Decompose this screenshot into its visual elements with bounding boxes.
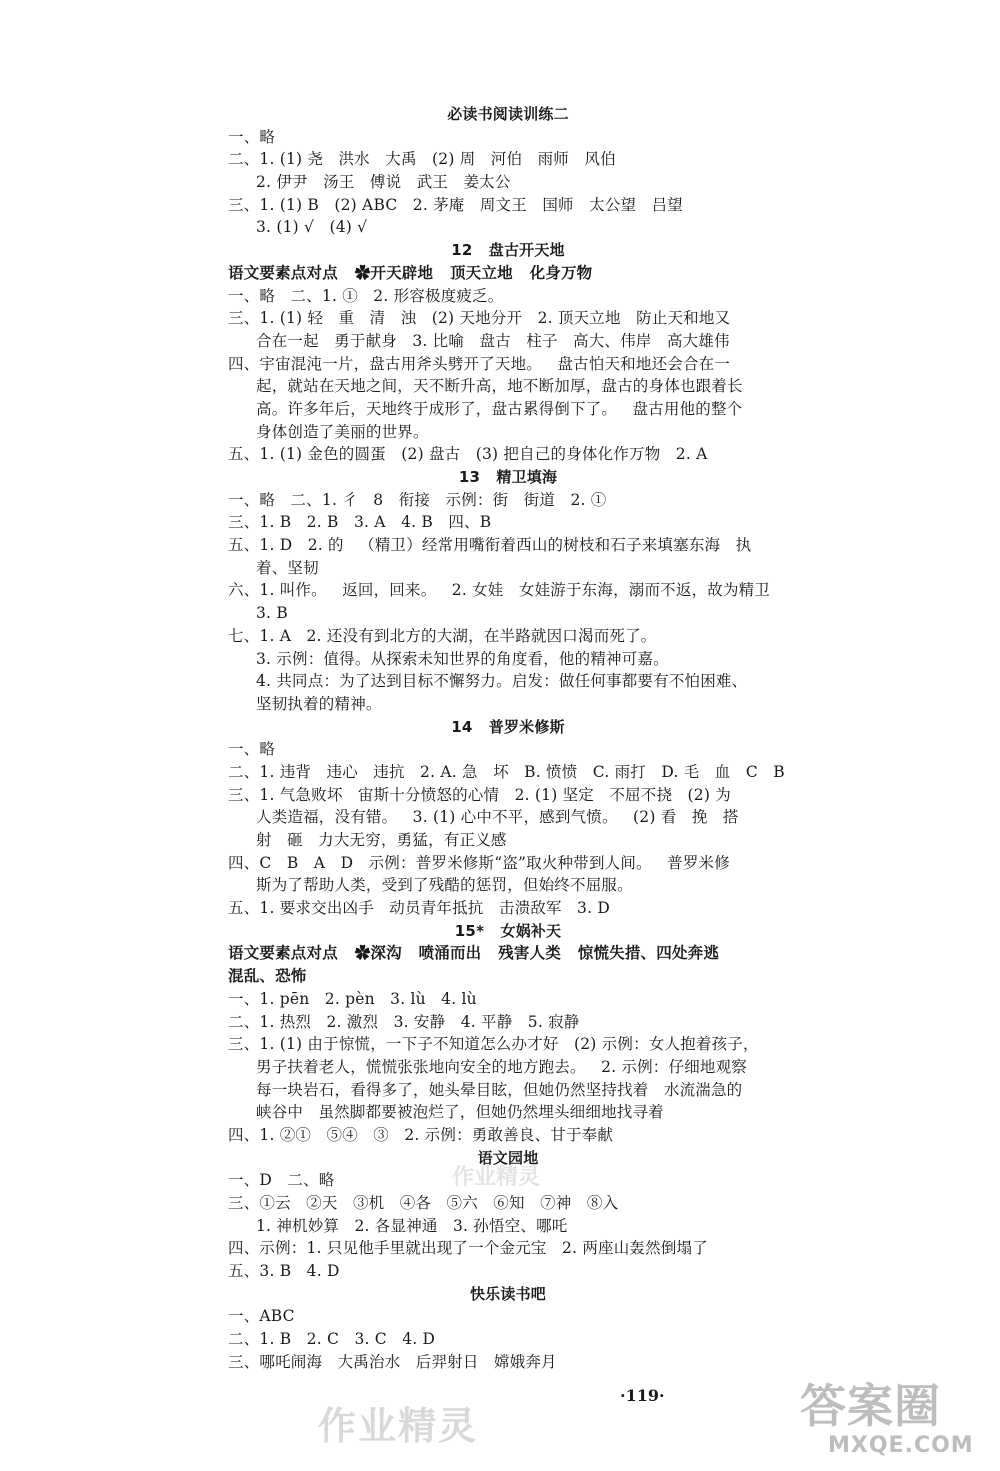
answer-line: 一、D 二、略	[228, 1171, 335, 1190]
page-number: ·119·	[620, 1386, 665, 1405]
answer-line: 每一块岩石，看得多了，她头晕目眩，但她仍然坚持找着 水流湍急的	[256, 1080, 743, 1099]
answer-line: 四、宇宙混沌一片，盘古用斧头劈开了天地。 盘古怕天和地还会合在一	[228, 354, 731, 373]
answer-line: 着、坚韧	[256, 558, 319, 577]
answer-line: 四、1. ②① ⑤④ ③ 2. 示例：勇敢善良、甘于奉献	[228, 1125, 614, 1144]
section-heading: 14 普罗米修斯	[451, 717, 565, 736]
answer-line: 人类造福，没有错。 3. (1) 心中不平，感到气愤。 (2) 看 挽 搭	[256, 808, 739, 827]
answer-line: 峡谷中 虽然脚都要被泡烂了，但她仍然埋头细细地找寻着	[256, 1103, 664, 1122]
answer-line: 3. B	[256, 604, 288, 623]
section-heading: 语文园地	[477, 1148, 539, 1167]
answer-line: 七、1. A 2. 还没有到北方的大湖，在半路就因口渴而死了。	[228, 626, 657, 645]
answer-line: 三、哪吒闹海 大禹治水 后羿射日 嫦娥奔月	[228, 1352, 557, 1371]
answer-line: 起，就站在天地之间，天不断升高，地不断加厚，盘古的身体也跟着长	[256, 377, 743, 396]
answer-line: 高。许多年后，天地终于成形了，盘古累得倒下了。 盘古用他的整个	[256, 399, 743, 418]
answer-line: 三、1. (1) B (2) ABC 2. 茅庵 周文王 国师 太公望 吕望	[228, 195, 684, 214]
answer-line: 四、C B A D 示例：普罗米修斯“盗”取火种带到人间。 普罗米修	[228, 853, 730, 872]
answer-line: 语文要素点对点 ✿深沟 喷涌而出 残害人类 惊慌失措、四处奔逃	[228, 943, 720, 963]
watermark-middle: 作业精灵	[452, 1165, 541, 1190]
answer-line: 三、1. 气急败坏 宙斯十分愤怒的心情 2. (1) 坚定 不屈不挠 (2) 为	[228, 785, 731, 804]
answer-line: 二、1. (1) 尧 洪水 大禹 (2) 周 河伯 雨师 风伯	[228, 150, 616, 169]
site-logo	[800, 1378, 990, 1468]
answer-line: 1. 神机妙算 2. 各显神通 3. 孙悟空、哪吒	[256, 1216, 568, 1235]
answer-line: 混乱、恐怖	[228, 966, 307, 986]
answer-line: 语文要素点对点 ✿开天辟地 顶天立地 化身万物	[228, 262, 593, 282]
answer-line: 二、1. B 2. C 3. C 4. D	[228, 1330, 436, 1349]
answer-line: 一、略 二、1. 彳 8 衔接 示例：街 街道 2. ①	[228, 490, 607, 509]
answer-line: 三、①云 ②天 ③机 ④各 ⑤六 ⑥知 ⑦神 ⑧入	[228, 1194, 619, 1212]
answer-line: 坚韧执着的精神。	[256, 694, 382, 713]
logo-title: 答案圈	[800, 1379, 941, 1433]
answer-line: 合在一起 勇于献身 3. 比喻 盘古 柱子 高大、伟岸 高大雄伟	[256, 331, 730, 350]
answer-line: 三、1. (1) 轻 重 清 浊 (2) 天地分开 2. 顶天立地 防止天和地又	[228, 309, 731, 328]
answer-line: 2. 伊尹 汤王 傅说 武王 姜太公	[256, 173, 511, 192]
answer-line: 五、1. 要求交出凶手 动员青年抵抗 击溃敌军 3. D	[228, 899, 611, 918]
answer-line: 二、1. 违背 违心 违抗 2. A. 急 坏 B. 愤愤 C. 雨打 D. 毛 血 C B	[228, 762, 785, 781]
answer-line: 射 砸 力大无穷，勇猛，有正义感	[256, 831, 507, 849]
section-heading: 12 盘古开天地	[451, 241, 565, 260]
answer-line: 4. 共同点：为了达到目标不懈努力。启发：做任何事都要有不怕困难、	[256, 672, 748, 691]
answer-line: 五、1. D 2. 的 （精卫）经常用嘴衔着西山的树枝和石子来填塞东海 执	[228, 536, 752, 555]
section-heading: 快乐读书吧	[469, 1284, 546, 1303]
answer-line: 斯为了帮助人类，受到了残酷的惩罚，但始终不屈服。	[256, 876, 633, 895]
watermark-bottom: 作业精灵	[318, 1404, 479, 1448]
section-heading: 13 精卫填海	[458, 468, 558, 486]
logo-url: MXQE.COM	[828, 1433, 974, 1458]
answer-line: 五、1. (1) 金色的圆蛋 (2) 盘古 (3) 把自己的身体化作万物 2. A	[228, 445, 708, 464]
answer-line: 三、1. B 2. B 3. A 4. B 四、B	[228, 513, 492, 532]
answer-line: 一、略	[228, 127, 276, 146]
answer-line: 一、略 二、1. ① 2. 形容极度疲乏。	[228, 286, 504, 305]
answer-line: 二、1. 热烈 2. 激烈 3. 安静 4. 平静 5. 寂静	[228, 1012, 580, 1031]
section-heading: 15* 女娲补天	[454, 921, 562, 940]
answer-line: 四、示例：1. 只见他手里就出现了一个金元宝 2. 两座山轰然倒塌了	[228, 1239, 708, 1258]
answer-line: 三、1. (1) 由于惊慌，一下子不知道怎么办才好 (2) 示例：女人抱着孩子，	[228, 1035, 759, 1054]
answer-line: 3. (1) √ (4) √	[256, 218, 368, 237]
answer-line: 五、3. B 4. D	[228, 1262, 340, 1281]
answer-line: 一、略	[228, 740, 276, 759]
answer-line: 男子扶着老人，慌慌张张地向安全的地方跑去。 2. 示例：仔细地观察	[256, 1057, 747, 1076]
answer-line: 六、1. 叫作。 返回，回来。 2. 女娃 女娃游于东海，溺而不返，故为精卫	[228, 581, 771, 600]
section-heading: 必读书阅读训练二	[447, 105, 569, 123]
answer-line: 一、ABC	[228, 1307, 295, 1326]
answer-line: 身体创造了美丽的世界。	[256, 422, 429, 441]
answer-line: 3. 示例：值得。从探索未知世界的角度看，他的精神可嘉。	[256, 649, 669, 668]
answer-line: 一、1. pēn 2. pèn 3. lù 4. lù	[228, 989, 477, 1008]
